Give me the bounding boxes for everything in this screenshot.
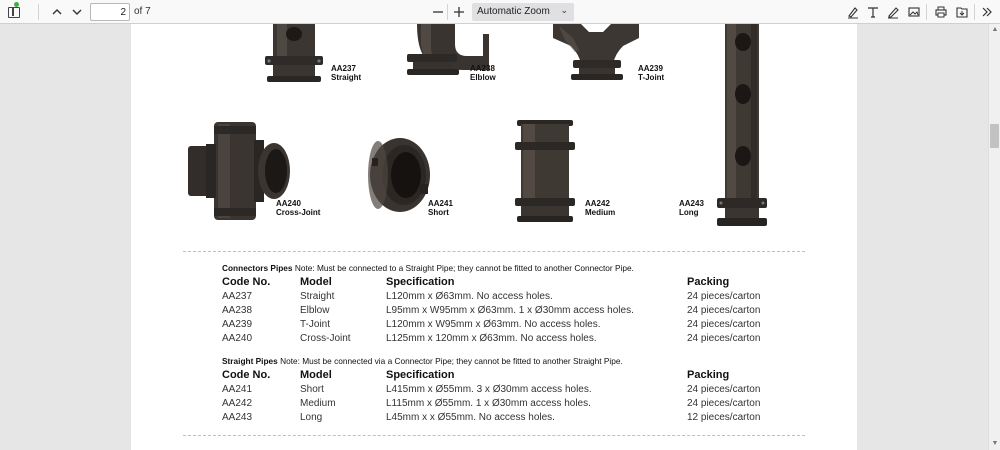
draw-icon[interactable]	[884, 3, 902, 21]
table-cell: L415mm x Ø55mm. 3 x Ø30mm access holes.	[386, 383, 592, 395]
more-tools-icon[interactable]	[978, 3, 996, 21]
table-row	[222, 384, 782, 398]
connectors-table	[222, 276, 782, 348]
table-cell: L95mm x W95mm x Ø63mm. 1 x Ø30mm access holes.	[386, 304, 634, 316]
product-name: Medium	[585, 208, 616, 217]
highlight-icon[interactable]	[844, 3, 862, 21]
table-row	[222, 398, 782, 412]
save-icon[interactable]	[953, 3, 971, 21]
table-cell: T-Joint	[300, 319, 331, 331]
straight-table	[222, 369, 782, 426]
table-cell: AA240	[222, 333, 253, 345]
table-cell: AA241	[222, 383, 253, 395]
page-count: of 7	[134, 6, 151, 17]
pipe-image-aa243	[713, 24, 769, 235]
table-row	[222, 412, 782, 426]
table-cell: 24 pieces/carton	[687, 290, 761, 302]
product-code: AA238	[470, 64, 495, 73]
table-cell: Cross-Joint	[300, 333, 351, 345]
product-code: AA240	[276, 199, 301, 208]
table-cell: 24 pieces/carton	[687, 319, 761, 331]
table-cell: AA242	[222, 397, 253, 409]
table-cell: Long	[300, 412, 323, 424]
page-number-input[interactable]	[90, 3, 130, 21]
column-header: Specification	[386, 276, 455, 288]
table-row	[222, 333, 782, 347]
section-note: Note: Must be connected to a Straight Pipe; they cannot be fitted to another Connector Pipe.	[294, 263, 634, 273]
column-header: Specification	[386, 369, 455, 381]
pdf-page	[131, 24, 857, 450]
notification-dot	[14, 2, 19, 7]
product-label-aa238	[470, 64, 496, 82]
product-name: Short	[428, 208, 449, 217]
pipe-image-aa237	[263, 24, 325, 89]
table-header-row	[222, 276, 782, 291]
product-label-aa242	[585, 199, 615, 217]
product-name: T-Joint	[638, 73, 665, 82]
product-name: Long	[679, 208, 699, 217]
table-row	[222, 291, 782, 305]
table-row	[222, 305, 782, 319]
table-cell: AA239	[222, 319, 253, 331]
text-icon[interactable]	[864, 3, 882, 21]
table-cell: L115mm x Ø55mm. 1 x Ø30mm access holes.	[386, 397, 591, 409]
product-name: Cross-Joint	[276, 208, 321, 217]
table-cell: L120mm x Ø63mm. No access holes.	[386, 290, 553, 302]
table-cell: Medium	[300, 397, 336, 409]
toolbar-separator	[926, 4, 927, 20]
pipe-image-aa239	[551, 24, 641, 87]
table-cell: 24 pieces/carton	[687, 383, 761, 395]
chevron-down-icon: ⌄	[560, 5, 568, 15]
scroll-down-icon[interactable]: ▼	[991, 440, 999, 447]
product-name: Straight	[331, 73, 362, 82]
table-cell: Elblow	[300, 304, 330, 316]
product-label-aa243	[679, 199, 704, 217]
pipe-image-aa241	[364, 136, 432, 219]
toolbar-separator	[447, 4, 448, 20]
product-name: Elblow	[470, 73, 496, 82]
zoom-out-icon[interactable]	[429, 3, 447, 21]
table-cell: AA243	[222, 412, 253, 424]
pdf-toolbar	[0, 0, 1000, 24]
document-viewer[interactable]	[0, 24, 988, 450]
table-cell: Short	[300, 383, 324, 395]
toolbar-separator	[974, 4, 975, 20]
image-icon[interactable]	[905, 3, 923, 21]
print-icon[interactable]	[932, 3, 950, 21]
table-row	[222, 319, 782, 333]
vertical-scrollbar[interactable]	[988, 24, 1000, 450]
column-header: Code No.	[222, 276, 271, 288]
table-cell: AA238	[222, 304, 253, 316]
toolbar-separator	[38, 4, 39, 20]
column-header: Packing	[687, 276, 730, 288]
section-divider	[183, 435, 805, 436]
connectors-section-title	[222, 263, 634, 273]
table-cell: 24 pieces/carton	[687, 333, 761, 345]
scroll-up-icon[interactable]: ▲	[991, 26, 999, 33]
product-label-aa237	[331, 64, 361, 82]
product-label-aa240	[276, 199, 320, 217]
section-heading: Connectors Pipes	[222, 263, 293, 273]
table-cell: 12 pieces/carton	[687, 412, 761, 424]
zoom-select[interactable]	[472, 3, 574, 21]
product-code: AA243	[679, 199, 704, 208]
product-code: AA239	[638, 64, 663, 73]
section-note: Note: Must be connected via a Connector Pipe; they cannot be fitted to another Straight Pipe.	[280, 356, 623, 366]
table-header-row	[222, 369, 782, 384]
product-label-aa239	[638, 64, 664, 82]
column-header: Code No.	[222, 369, 271, 381]
section-heading: Straight Pipes	[222, 356, 278, 366]
chevron-down-icon[interactable]	[68, 3, 86, 21]
pipe-image-aa242	[511, 120, 581, 229]
scrollbar-thumb[interactable]	[990, 124, 999, 148]
column-header: Model	[300, 276, 332, 288]
product-code: AA241	[428, 199, 453, 208]
zoom-select-label: Automatic Zoom	[477, 6, 550, 17]
table-cell: Straight	[300, 290, 335, 302]
column-header: Model	[300, 369, 332, 381]
table-cell: L45mm x x Ø55mm. No access holes.	[386, 412, 555, 424]
table-cell: 24 pieces/carton	[687, 304, 761, 316]
table-cell: L120mm x W95mm x Ø63mm. No access holes.	[386, 319, 601, 331]
product-code: AA242	[585, 199, 610, 208]
table-cell: L125mm x 120mm x Ø63mm. No access holes.	[386, 333, 597, 345]
product-code: AA237	[331, 64, 356, 73]
straight-section-title	[222, 356, 623, 366]
zoom-in-icon[interactable]	[450, 3, 468, 21]
table-cell: 24 pieces/carton	[687, 397, 761, 409]
product-label-aa241	[428, 199, 453, 217]
column-header: Packing	[687, 369, 730, 381]
table-cell: AA237	[222, 290, 253, 302]
chevron-up-icon[interactable]	[48, 3, 66, 21]
section-divider	[183, 251, 805, 252]
